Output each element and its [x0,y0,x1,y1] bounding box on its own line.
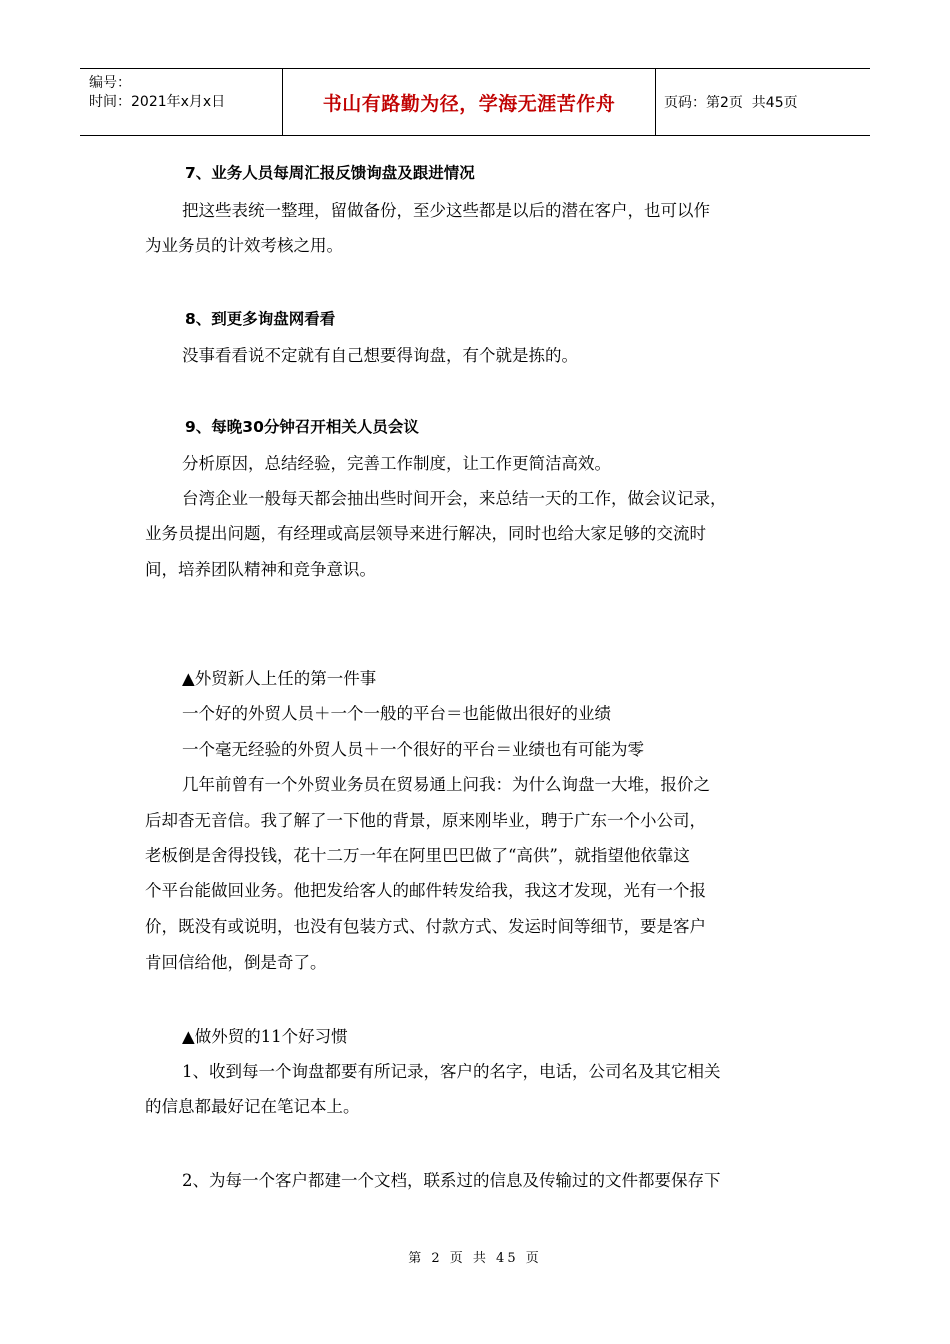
header-page-cell [656,69,870,135]
section-heading: 9、每晚30分钟召开相关人员会议 [185,418,419,436]
motto-text: 书山有路勤为径，学海无涯苦作舟 [322,92,616,115]
header-table [80,68,870,136]
page-info: 页码：第2页 共45页 [664,95,798,111]
paragraph-line: 个平台能做回业务。他把发给客人的邮件转发给我，我这才发现，光有一个报 [145,881,706,900]
paragraph-line: 台湾企业一般每天都会抽出些时间开会，来总结一天的工作，做会议记录， [182,489,727,508]
paragraph-line: 肯回信给他，倒是奇了。 [145,953,327,972]
paragraph-line: 老板倒是舍得投钱，花十二万一年在阿里巴巴做了“高供”，就指望他依靠这 [145,846,690,865]
paragraph-line: 1、收到每一个询盘都要有所记录，客户的名字，电话，公司名及其它相关 [182,1062,721,1081]
subsection-title: ▲外贸新人上任的第一件事 [182,669,377,688]
paragraph-line: 分析原因，总结经验，完善工作制度，让工作更简洁高效。 [182,454,611,473]
paragraph-line: 没事看看说不定就有自己想要得询盘，有个就是拣的。 [182,346,578,365]
paragraph-line: 2、为每一个客户都建一个文档，联系过的信息及传输过的文件都要保存下 [182,1171,721,1190]
page-footer: 第 2 页 共 45 页 [408,1251,542,1266]
paragraph-line: 间，培养团队精神和竞争意识。 [145,560,376,579]
section-heading: 8、到更多询盘网看看 [185,310,336,328]
header-meta-cell [80,69,283,135]
paragraph-line: 把这些表统一整理，留做备份，至少这些都是以后的潜在客户，也可以作 [182,201,710,220]
paragraph-line: 一个毫无经验的外贸人员＋一个很好的平台＝业绩也有可能为零 [182,740,644,759]
header-motto-cell [283,69,656,135]
number-label: 编号： [89,75,131,91]
paragraph-line: 的信息都最好记在笔记本上。 [145,1097,360,1116]
paragraph-line: 为业务员的计效考核之用。 [145,236,343,255]
paragraph-line: 几年前曾有一个外贸业务员在贸易通上问我：为什么询盘一大堆，报价之 [182,775,710,794]
section-heading: 7、业务人员每周汇报反馈询盘及跟进情况 [185,164,475,182]
paragraph-line: 价，既没有或说明，也没有包装方式、付款方式、发运时间等细节，要是客户 [145,917,706,936]
paragraph-line: 一个好的外贸人员＋一个一般的平台＝也能做出很好的业绩 [182,704,611,723]
subsection-title: ▲做外贸的11个好习惯 [182,1027,348,1046]
paragraph-line: 业务员提出问题，有经理或高层领导来进行解决，同时也给大家足够的交流时 [145,524,706,543]
paragraph-line: 后却杳无音信。我了解了一下他的背景，原来刚毕业，聘于广东一个小公司， [145,811,706,830]
date-label: 时间：2021年x月x日 [89,94,226,110]
